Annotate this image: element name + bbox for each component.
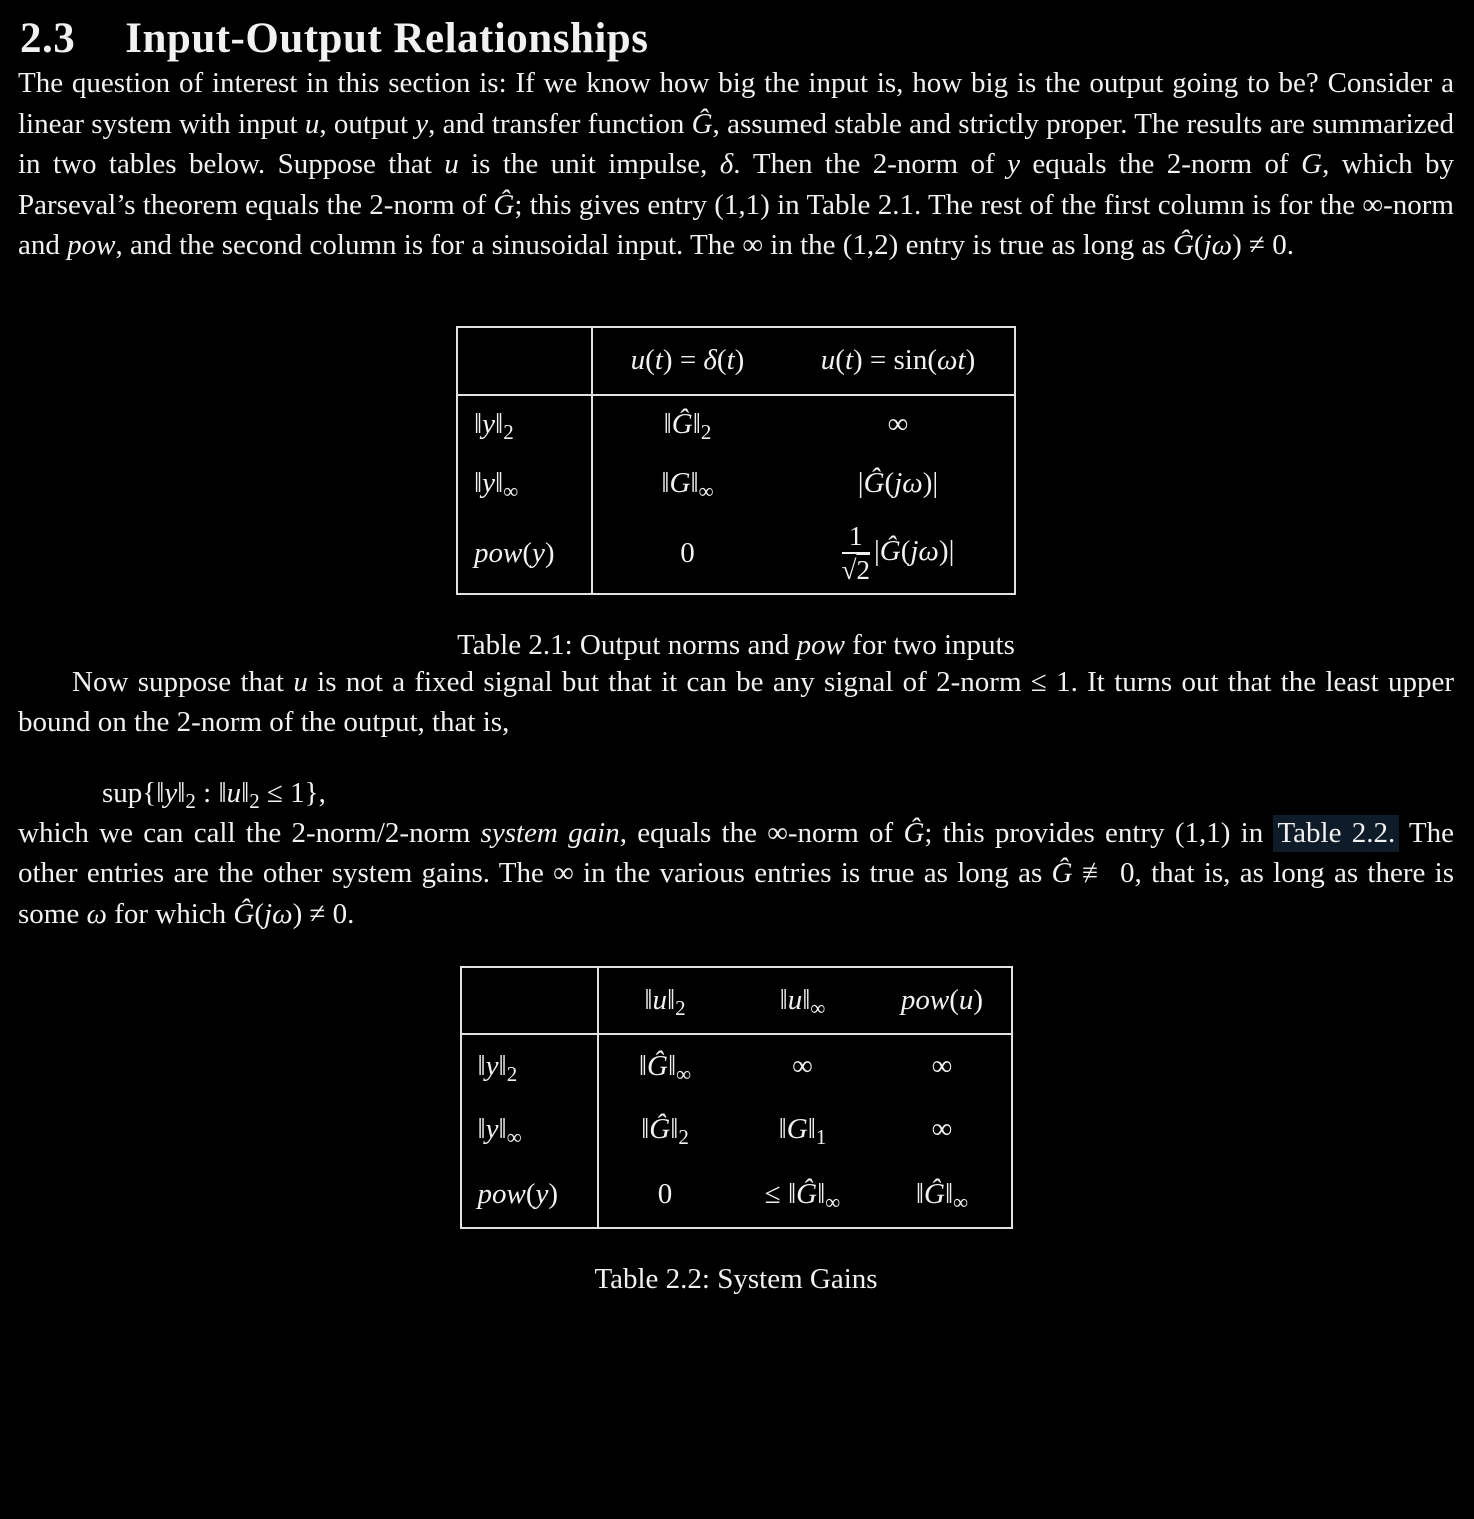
table-cell: |Ĝ(jω)| — [857, 466, 939, 499]
display-equation: $sup\{‖y‖_2$ : $‖u‖_2 \le 1$}, — [102, 776, 326, 813]
table-2-2-link[interactable]: Table 2.2. — [1273, 815, 1399, 852]
table-cell: $‖Ĝ‖_\infty$ — [638, 1050, 692, 1087]
table-cell: $‖Ĝ‖_2$ — [663, 407, 712, 444]
table-cell: $\frac{1}{√2}$ |Ĝ(jω)| — [841, 521, 955, 586]
corner-cell — [461, 967, 598, 1034]
table-cell: ≤ $‖Ĝ‖_\infty$ — [764, 1177, 841, 1214]
table-row — [457, 453, 1015, 514]
table-cell: ∞ — [792, 1050, 813, 1083]
row-label: pow(y) — [457, 514, 592, 594]
table-row — [457, 395, 1015, 453]
row-label: pow(y) — [461, 1161, 598, 1228]
table-cell: $‖G‖_\infty$ — [661, 466, 714, 503]
table-row — [461, 1098, 1012, 1161]
table-cell: ∞ — [931, 1113, 953, 1146]
table-row — [461, 1034, 1012, 1098]
table-2-2 — [460, 966, 1013, 1229]
column-header: $‖u‖_\infty$ — [732, 967, 874, 1034]
row-label: $‖y‖_2$ — [461, 1034, 598, 1098]
row-label: $‖y‖_\infty$ — [457, 453, 592, 514]
paragraph-3 — [18, 813, 1454, 935]
table-row — [457, 514, 1015, 594]
paragraph-2: Now suppose that u is not a fixed signal but that it can be any signal of 2-norm ≤ 1. It turns out that the least upper bound on the 2-norm of the output, that is, — [18, 665, 1454, 739]
column-header: pow(u) — [874, 967, 1012, 1034]
table-cell: 0 — [657, 1177, 673, 1210]
column-header: u(t) = sin(ωt) — [782, 327, 1015, 395]
section-heading — [20, 14, 1454, 63]
section-number: 2.3 — [20, 15, 76, 62]
corner-cell — [457, 327, 592, 395]
column-header: u(t) = δ(t) — [592, 327, 782, 395]
table-cell: ∞ — [931, 1050, 953, 1083]
table-cell: $‖Ĝ‖_\infty$ — [915, 1177, 969, 1214]
table-2-1 — [456, 326, 1016, 595]
paragraph-1: The question of interest in this section is: If we know how big the input is, how big is the output going to be? Consider a linear system with input u, output y, and transfer function Ĝ, assumed stable and strictly proper. The results are summarized in two tables below. Suppose that u is the unit impulse, δ. Then the 2-norm of y equals the 2-norm of G, which by Parseval’s theorem equals the 2-norm of Ĝ; this gives entry (1,1) in Table 2.1. The rest of the first column is for the ∞-norm and pow, and the second column is for a sinusoidal input. The ∞ in the (1,2) entry is true as long as Ĝ(jω) ≠ 0. — [18, 67, 1455, 262]
table-2-2-caption: Table 2.2: System Gains — [594, 1263, 878, 1296]
row-label: $‖y‖_2$ — [457, 395, 592, 453]
table-cell: 0 — [680, 536, 695, 569]
row-label: $‖y‖_\infty$ — [461, 1098, 598, 1161]
table-cell: $‖G‖_1$ — [778, 1113, 827, 1150]
table-row — [461, 1161, 1012, 1228]
paragraph-3-text: The other entries are the other system gains. The ∞ in the various entries is true as long as Ĝ ≢ 0, that is, as long as there is some ω for which Ĝ(jω) ≠ 0. — [18, 816, 1455, 930]
table-row — [461, 967, 1012, 1034]
paragraph-3-text: which we can call the 2-norm/2-norm system gain, equals the ∞-norm of Ĝ; this provides entry (1,1) in — [18, 816, 1274, 849]
table-row — [457, 327, 1015, 395]
column-header: $‖u‖_2$ — [598, 967, 732, 1034]
table-cell: $‖Ĝ‖_2$ — [641, 1113, 689, 1150]
table-cell: ∞ — [887, 407, 909, 440]
section-title: Input-Output Relationships — [125, 15, 649, 62]
table-2-1-caption: Table 2.1: Output norms and pow for two inputs — [457, 628, 1015, 661]
